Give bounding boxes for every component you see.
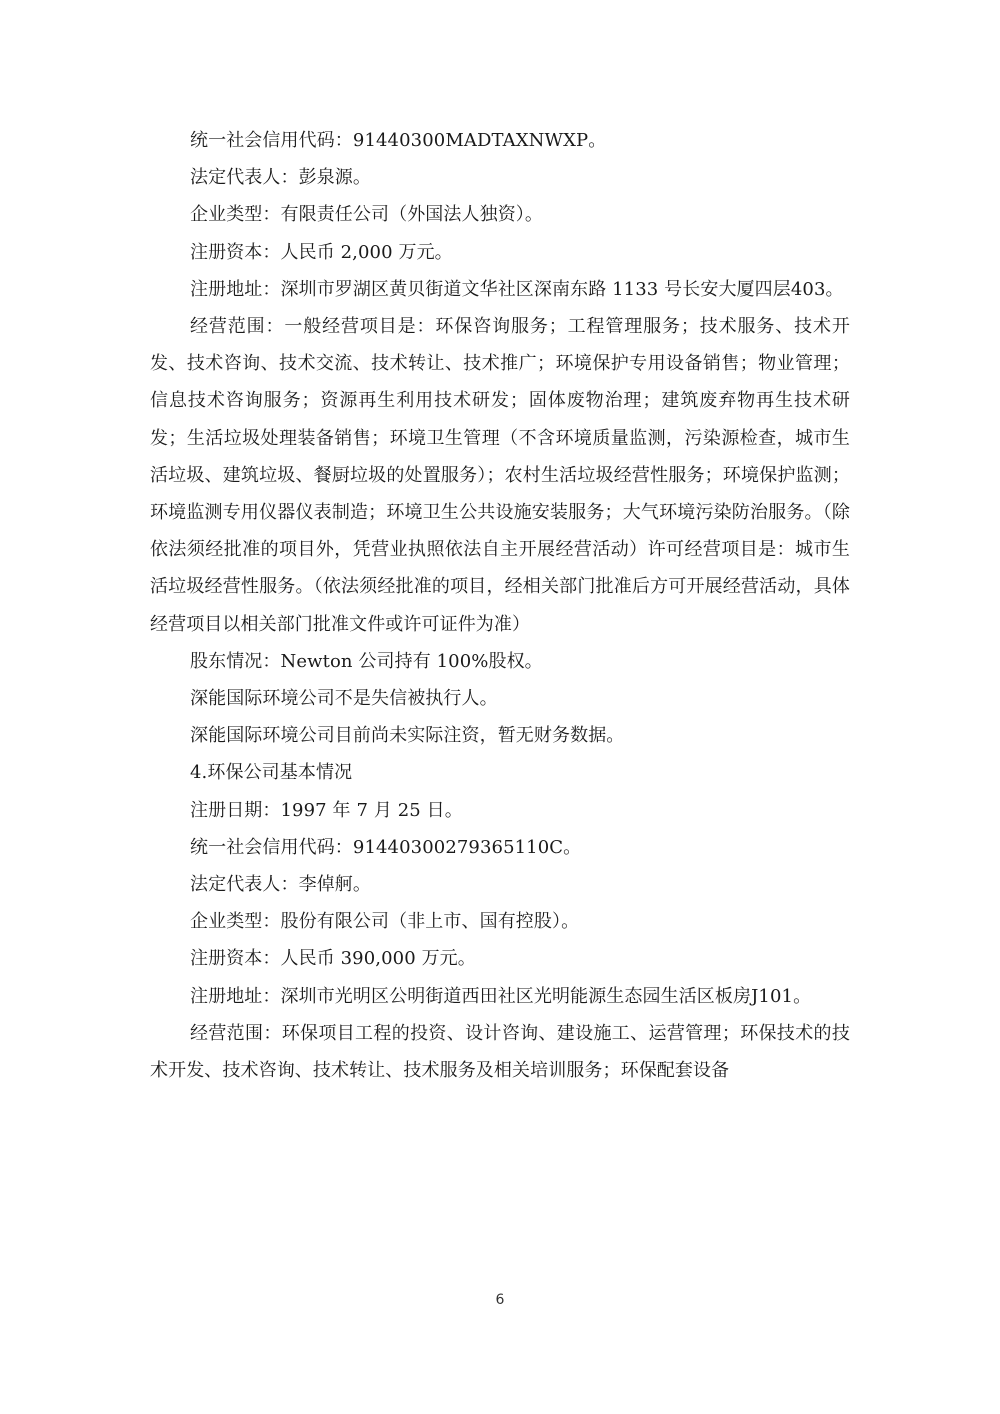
page-number: 6: [495, 1292, 505, 1308]
enterprise-type-paragraph: 企业类型：有限责任公司（外国法人独资）。: [190, 204, 543, 226]
registered-address-paragraph-2: 注册地址：深圳市光明区公明街道西田社区光明能源生态园生活区板房J101。: [190, 985, 812, 1007]
legal-representative-paragraph-2: 法定代表人：李倬舸。: [190, 874, 371, 896]
legal-representative-paragraph: 法定代表人：彭泉源。: [190, 167, 371, 189]
registered-capital-paragraph: 注册资本：人民币 2,000 万元。: [190, 241, 453, 263]
enterprise-type-paragraph-2: 企业类型：股份有限公司（非上市、国有控股）。: [190, 911, 580, 933]
registration-date-paragraph: 注册日期：1997 年 7 月 25 日。: [190, 799, 463, 821]
shareholder-paragraph: 股东情况：Newton 公司持有 100%股权。: [190, 650, 543, 672]
registered-address-paragraph: 注册地址：深圳市罗湖区黄贝街道文华社区深南东路 1133 号长安大厦四层403。: [190, 278, 844, 300]
dishonest-status-paragraph: 深能国际环境公司不是失信被执行人。: [190, 688, 498, 710]
section-heading: 4.环保公司基本情况: [190, 762, 353, 784]
credit-code-paragraph: 统一社会信用代码：91440300MADTAXNWXP。: [190, 130, 607, 151]
document-body: [150, 122, 850, 1089]
business-scope-paragraph-2: 经营范围：环保项目工程的投资、设计咨询、建设施工、运营管理；环保技术的技术开发、技术咨询、技术转让、技术服务及相关培训服务；环保配套设备: [150, 1022, 850, 1082]
registered-capital-paragraph-2: 注册资本：人民币 390,000 万元。: [190, 948, 476, 970]
financial-data-paragraph: 深能国际环境公司目前尚未实际注资，暂无财务数据。: [190, 725, 625, 747]
business-scope-paragraph: 经营范围：一般经营项目是：环保咨询服务；工程管理服务；技术服务、技术开发、技术咨询、技术交流、技术转让、技术推广；环境保护专用设备销售；物业管理；信息技术咨询服务；资源再生利用技术研发；固体废物治理；建筑废弃物再生技术研发；生活垃圾处理装备销售；环境卫生管理（不含环境质量监测，污染源检查，城市生活垃圾、建筑垃圾、餐厨垃圾的处置服务）；农村生活垃圾经营性服务；环境保护监测；环境监测专用仪器仪表制造；环境卫生公共设施安装服务；大气环境污染防治服务。（除依法须经批准的项目外，凭营业执照依法自主开展经营活动）许可经营项目是：城市生活垃圾经营性服务。（依法须经批准的项目，经相关部门批准后方可开展经营活动，具体经营项目以相关部门批准文件或许可证件为准）: [150, 316, 850, 635]
credit-code-paragraph-2: 统一社会信用代码：91440300279365110C。: [190, 836, 582, 858]
